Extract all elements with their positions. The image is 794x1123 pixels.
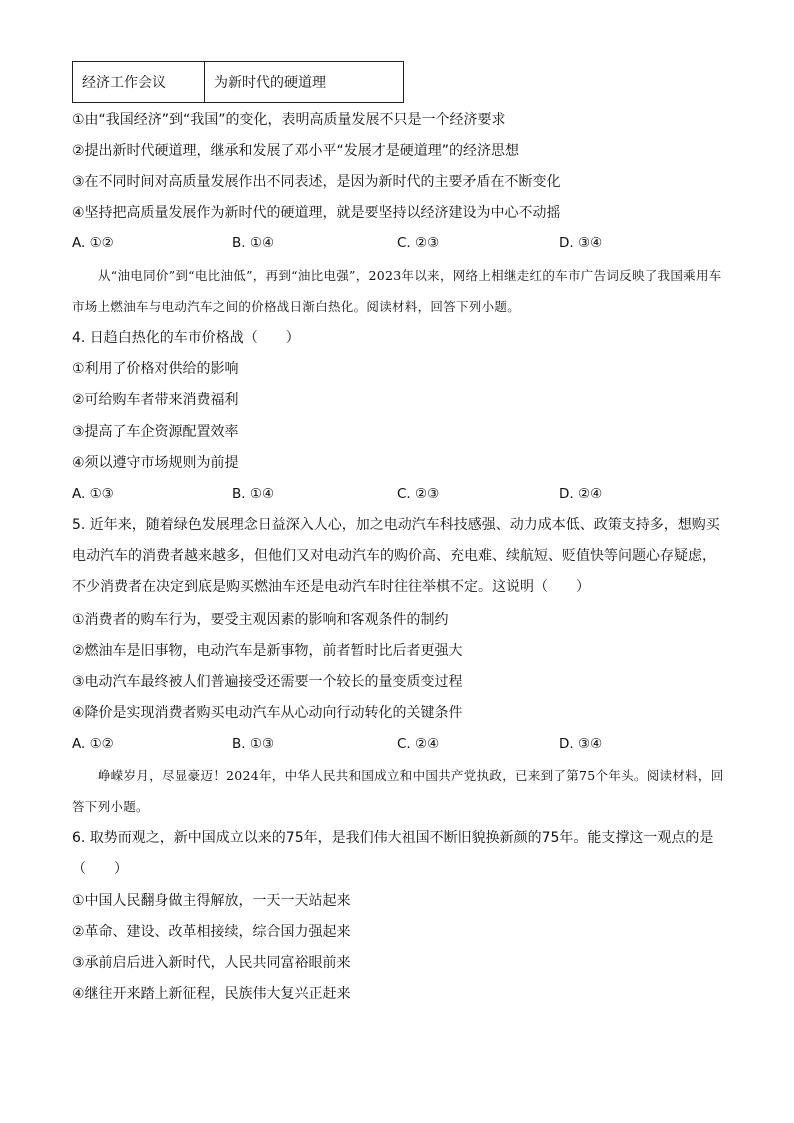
q3-item-1: ①由“我国经济”到“我国”的变化，表明高质量发展不只是一个经济要求 (72, 112, 506, 128)
q6-item-2: ②革命、建设、改革相接续，综合国力强起来 (72, 924, 351, 940)
q4-item-3: ③提高了车企资源配置效率 (72, 424, 239, 440)
q4-item-2: ②可给购车者带来消费福利 (72, 392, 239, 408)
table-cell-meeting: 经济工作会议 (73, 62, 205, 103)
q5-option-d: D. ③④ (559, 736, 603, 752)
q5-item-3: ③电动汽车最终被人们普遍接受还需要一个较长的量变质变过程 (72, 674, 463, 690)
q5-item-1: ①消费者的购车行为，要受主观因素的影响和客观条件的制约 (72, 612, 449, 628)
info-table (72, 61, 404, 103)
q4-item-4: ④须以遵守市场规则为前提 (72, 455, 239, 471)
q5-item-2: ②燃油车是旧事物，电动汽车是新事物，前者暂时比后者更强大 (72, 643, 463, 659)
q5-option-a: A. ①② (72, 736, 114, 752)
q3-item-2: ②提出新时代硬道理，继承和发展了邓小平“发展才是硬道理”的经济思想 (72, 143, 520, 159)
q4-option-c: C. ②③ (397, 486, 440, 502)
q3-option-c: C. ②③ (397, 235, 440, 251)
q4-option-b: B. ①④ (232, 486, 275, 502)
table-row (73, 62, 404, 103)
q4-option-a: A. ①③ (72, 486, 114, 502)
q5-item-4: ④降价是实现消费者购买电动汽车从心动向行动转化的关键条件 (72, 705, 463, 721)
q4-stem: 4. 日趋白热化的车市价格战（ ） (72, 330, 300, 346)
q3-option-a: A. ①② (72, 235, 114, 251)
q4-option-d: D. ②④ (559, 486, 603, 502)
q4-item-1: ①利用了价格对供给的影响 (72, 361, 239, 377)
table-cell-statement: 为新时代的硬道理 (205, 62, 404, 103)
q5-stem: 5. 近年来，随着绿色发展理念日益深入人心，加之电动汽车科技感强、动力成本低、政策支持多，想购买电动汽车的消费者越来越多，但他们又对电动汽车的购价高、充电难、续航短、贬值快等问题心存疑虑，不少消费者在决定到底是购买燃油车还是电动汽车时往往举棋不定。这说明（ ） (72, 517, 720, 595)
material-car-price-war: 从“油电同价”到“电比油低”，再到“油比电强”，2023年以来，网络上相继走红的车市广告词反映了我国乘用车市场上燃油车与电动汽车之间的价格战日渐白热化。阅读材料，回答下列小题。 (72, 268, 722, 314)
q3-option-d: D. ③④ (559, 235, 603, 251)
q5-option-c: C. ②④ (397, 736, 440, 752)
q5-option-b: B. ①③ (232, 736, 275, 752)
q6-stem: 6. 取势而观之，新中国成立以来的75年，是我们伟大祖国不断旧貌换新颜的75年。能支撑这一观点的是（ ） (72, 830, 714, 877)
q6-item-4: ④继往开来踏上新征程，民族伟大复兴正赶来 (72, 986, 351, 1002)
q6-item-1: ①中国人民翻身做主得解放，一天一天站起来 (72, 893, 351, 909)
q3-item-3: ③在不同时间对高质量发展作出不同表述，是因为新时代的主要矛盾在不断变化 (72, 174, 561, 190)
material-75-anniversary: 峥嵘岁月，尽显豪迈！2024年，中华人民共和国成立和中国共产党执政，已来到了第75个年头。阅读材料，回答下列小题。 (72, 768, 724, 814)
q3-option-b: B. ①④ (232, 235, 275, 251)
q6-item-3: ③承前启后进入新时代，人民共同富裕眼前来 (72, 955, 351, 971)
q3-item-4: ④坚持把高质量发展作为新时代的硬道理，就是要坚持以经济建设为中心不动摇 (72, 205, 561, 221)
